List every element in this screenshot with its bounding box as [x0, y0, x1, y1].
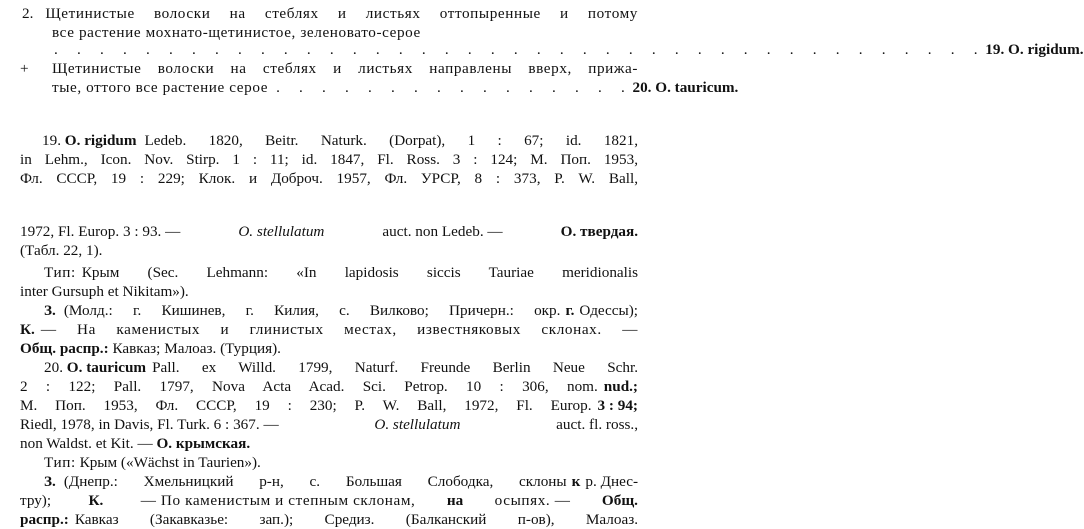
distribution-label: З.: [44, 473, 56, 490]
species-19-general-distribution: [20, 339, 281, 358]
reference-text: Riedl, 1978, in Davis, Fl. Turk. 6 : 367. —: [20, 416, 279, 433]
distribution-text: (Молд.: г. Кишинев, г. Килия, с. Вилково; Причерн.: окр.: [63, 302, 561, 319]
general-distribution-label: Общ. распр.:: [20, 340, 109, 357]
species-19-line2: in Lehm., Icon. Nov. Stirp. 1 : 11; id. 1847, Fl. Ross. 3 : 124; М. Поп. 1953,: [20, 151, 638, 168]
type-text: Крым («Wächst in Taurien»).: [79, 454, 261, 471]
key-couplet-2-line2: все растение мохнато-щетинистое, зеленовато-серое: [52, 24, 421, 41]
distribution-text-bold: к: [571, 473, 581, 490]
synonym-name: O. stellulatum: [238, 223, 325, 240]
habitat-text: — По каменистым и степным склонам,: [140, 492, 416, 509]
species-19-table-ref: (Табл. 22, 1).: [20, 242, 103, 259]
species-19-line3: Фл. СССР, 19 : 229; Клок. и Доброч. 1957, Фл. УРСР, 8 : 373, P. W. Ball,: [20, 170, 638, 187]
general-distribution-label: Общ.: [601, 492, 638, 509]
species-name: O. rigidum: [64, 132, 137, 149]
species-20-line4: [20, 415, 638, 434]
species-20-distribution-line1: [44, 472, 638, 491]
key-reference: 20. O. tauricum.: [632, 79, 739, 96]
habitat-text: осыпях. —: [494, 492, 571, 509]
key-text: тые, оттого все растение серое: [52, 79, 269, 96]
key-couplet-2-line3: [54, 40, 1084, 59]
key-text: Щетинистые волоски на стеблях и листьях направлены вверх, прижа-: [52, 60, 638, 77]
species-20-line3: [20, 396, 638, 415]
species-20-line2: [20, 377, 638, 396]
species-19-type-line2: inter Gursuph et Nikitam»).: [20, 283, 189, 300]
general-distribution-text: Кавказ; Малоаз. (Турция).: [112, 340, 281, 357]
key-couplet-2-line1: [22, 4, 638, 23]
distribution-label: З.: [44, 302, 56, 319]
species-20-distribution-line2: [20, 491, 638, 510]
russian-name: О. твердая.: [560, 223, 638, 240]
type-text: Крым (Sec. Lehmann: «In lapidosis siccis Tauriae meridionalis: [81, 264, 638, 281]
species-20-line5: [20, 434, 250, 453]
habitat-text: — На каменистых и глинистых местах, известняковых склонах. —: [40, 321, 638, 338]
reference-text: 2 : 122; Pall. 1797, Nova Acta Acad. Sci. Petrop. 10 : 306, nom.: [20, 378, 598, 395]
species-reference: Pall. ex Willd. 1799, Naturf. Freunde Berlin Neue Schr.: [152, 359, 638, 376]
distribution-text: р. Днес-: [585, 473, 638, 490]
synonym-name: O. stellulatum: [374, 416, 461, 433]
reference-text: auct. non Ledeb. —: [382, 223, 503, 240]
species-19-habitat-line: [20, 320, 638, 339]
russian-name: О. крымская.: [156, 435, 251, 452]
species-20-type: [44, 453, 261, 472]
reference-text: auct. fl. ross.,: [556, 416, 638, 433]
key-number: 2.: [22, 5, 34, 22]
general-distribution-text: Кавказ (Закавказье: зап.); Средиз. (Балканский п-ов), Малоаз.: [74, 511, 638, 528]
species-name: O. tauricum: [66, 359, 147, 376]
reference-text-bold: nud.;: [603, 378, 638, 395]
key-text: Щетинистые волоски на стеблях и листьях оттопыренные и потому: [45, 5, 638, 22]
habitat-text-bold: на: [446, 492, 464, 509]
distribution-text: Одессы);: [579, 302, 638, 319]
general-distribution-label: распр.:: [20, 511, 69, 528]
reference-text: non Waldst. et Kit. —: [20, 435, 153, 452]
key-reference: 19. O. rigidum.: [985, 41, 1084, 58]
habitat-label: К.: [20, 321, 35, 338]
species-19-line4: [20, 222, 638, 241]
distribution-text: (Днепр.: Хмельницкий р-н, с. Большая Слободка, склоны: [63, 473, 567, 490]
key-couplet-2b-line1: [20, 59, 638, 78]
species-19-line1: [42, 131, 638, 150]
species-number: 19.: [42, 132, 61, 149]
distribution-text: тру);: [20, 492, 52, 509]
reference-text: 1972, Fl. Europ. 3 : 93. —: [20, 223, 181, 240]
species-number: 20.: [44, 359, 63, 376]
species-20-general-distribution: [20, 510, 638, 529]
type-label: Тип:: [44, 264, 76, 281]
key-leader-dots: . . . . . . . . . . . . . . . .: [276, 79, 633, 96]
species-19-distribution-line1: [44, 301, 638, 320]
species-reference: Ledeb. 1820, Beitr. Naturk. (Dorpat), 1 : 67; id. 1821,: [144, 132, 638, 149]
key-couplet-2b-line2: [52, 78, 739, 97]
species-20-line1: [44, 358, 638, 377]
key-plus-sign: +: [20, 60, 29, 77]
reference-text-bold: 3 : 94;: [597, 397, 638, 414]
habitat-label: К.: [88, 492, 104, 509]
reference-text: М. Поп. 1953, Фл. СССР, 19 : 230; P. W. Ball, 1972, Fl. Europ.: [20, 397, 592, 414]
type-label: Тип:: [44, 454, 76, 471]
distribution-text-bold: г.: [565, 302, 575, 319]
species-19-type-line1: [44, 263, 638, 282]
key-leader-dots: . . . . . . . . . . . . . . . . . . . . . . . . . . . . . . . . . . . . . . . . .: [54, 41, 986, 58]
